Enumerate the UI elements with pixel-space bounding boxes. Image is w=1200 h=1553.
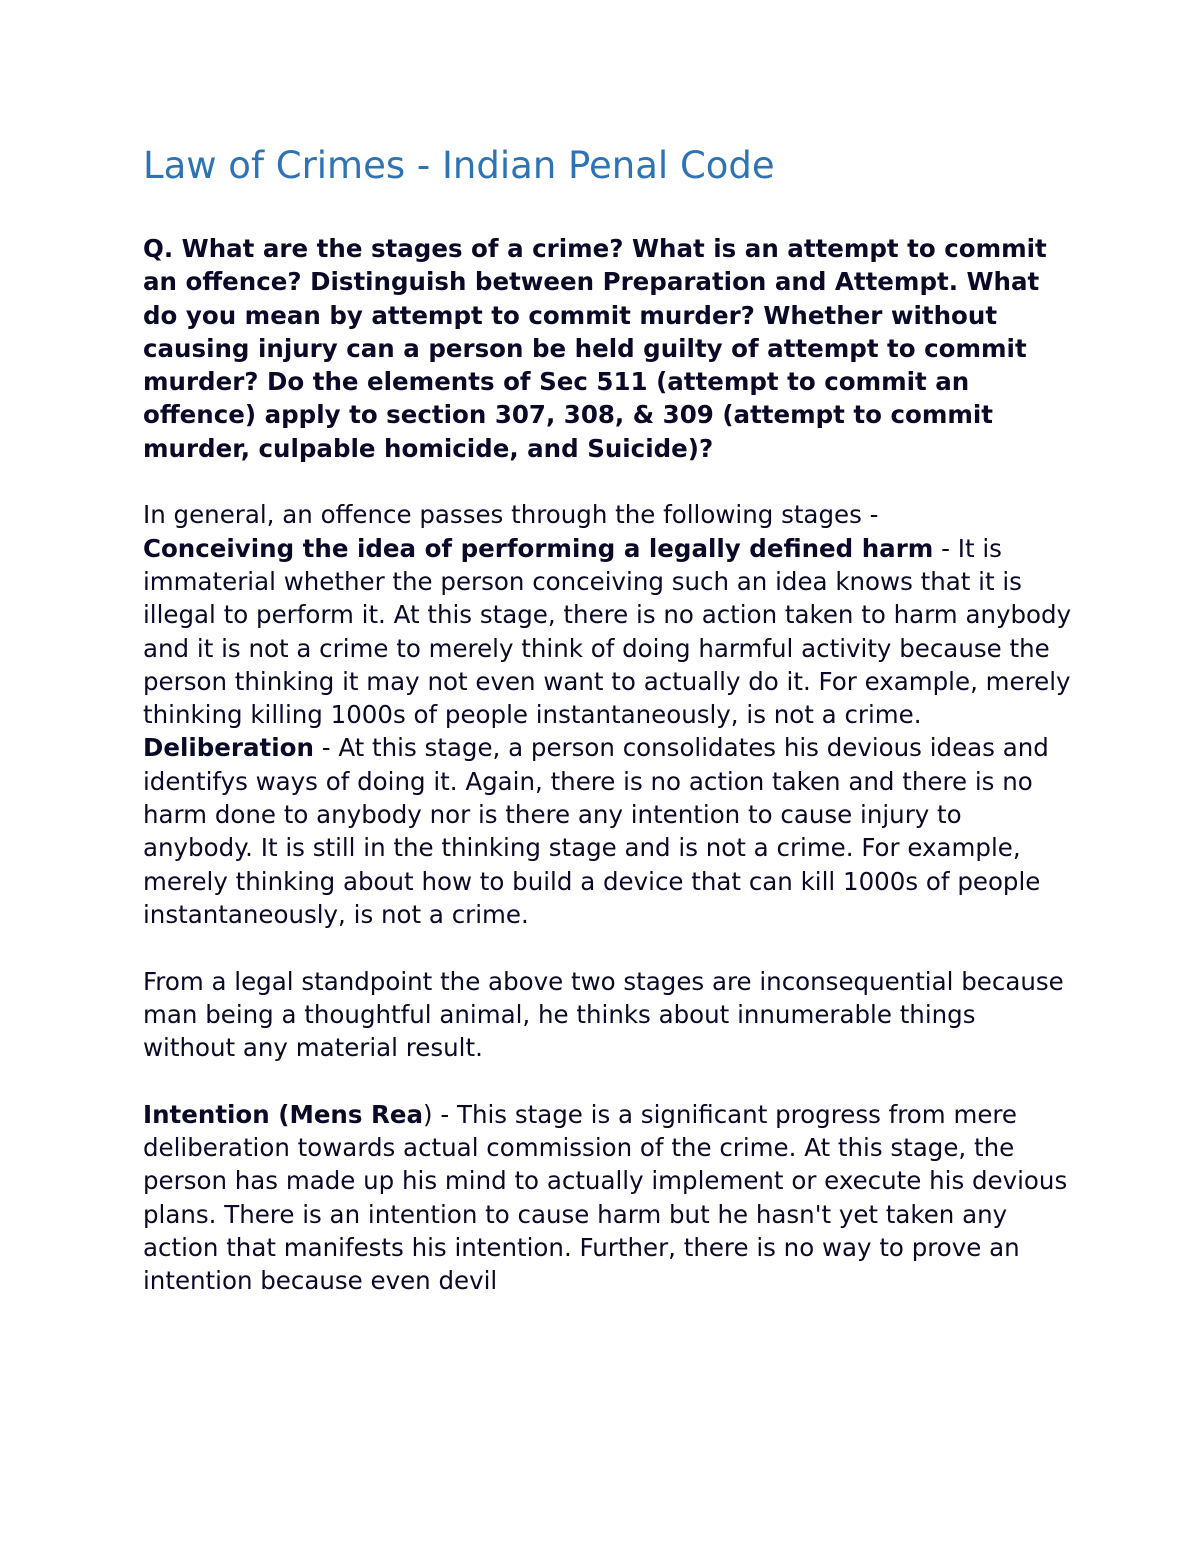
stage-conceiving-term: Conceiving the idea of performing a legally defined harm	[143, 533, 934, 563]
stage-conceiving-text: - It is immaterial whether the person conceiving such an idea knows that it is illegal to perform it. At this stage, there is no action taken to harm anybody and it is not a crime to merely think of doing harmful activity because the person thinking it may not even want to actually do it. For example, merely thinking killing 1000s of people instantaneously, is not a crime.	[143, 533, 1072, 730]
stage-conceiving-paragraph	[143, 532, 1073, 732]
stage-deliberation-text: - At this stage, a person consolidates his devious ideas and identifys ways of doing it. Again, there is no action taken and there is no harm done to anybody nor is there any intention to cause injury to anybody. It is still in the thinking stage and is not a crime. For example, merely thinking about how to build a device that can kill 1000s of people instantaneously, is not a crime.	[143, 733, 1049, 929]
document-title: Law of Crimes - Indian Penal Code	[143, 144, 775, 187]
document-page	[143, 140, 1073, 1298]
stage-deliberation-paragraph	[143, 731, 1073, 931]
stage-intention-term: Intention (Mens Rea	[143, 1099, 424, 1129]
question-paragraph: Q. What are the stages of a crime? What is an attempt to commit an offence? Distinguish between Preparation and Attempt. What do you mean by attempt to commit murder? Whether without causing injury can a person be held guilty of attempt to commit murder? Do the elements of Sec 511 (attempt to commit an offence) apply to section 307, 308, & 309 (attempt to commit murder, culpable homicide, and Suicide)?	[143, 234, 1047, 463]
stage-intention-text: ) - This stage is a significant progress from mere deliberation towards actual commission of the crime. At this stage, the person has made up his mind to actually implement or execute his devious plans. There is an intention to cause harm but he hasn't yet taken any action that manifests his intention. Further, there is no way to prove an intention because even devil	[143, 1099, 1068, 1296]
stage-deliberation-term: Deliberation	[143, 733, 314, 763]
stages-intro: In general, an offence passes through the following stages -	[143, 500, 879, 530]
stage-intention-paragraph	[143, 1098, 1073, 1298]
legal-standpoint-paragraph: From a legal standpoint the above two stages are inconsequential because man being a thoughtful animal, he thinks about innumerable things without any material result.	[143, 966, 1064, 1063]
